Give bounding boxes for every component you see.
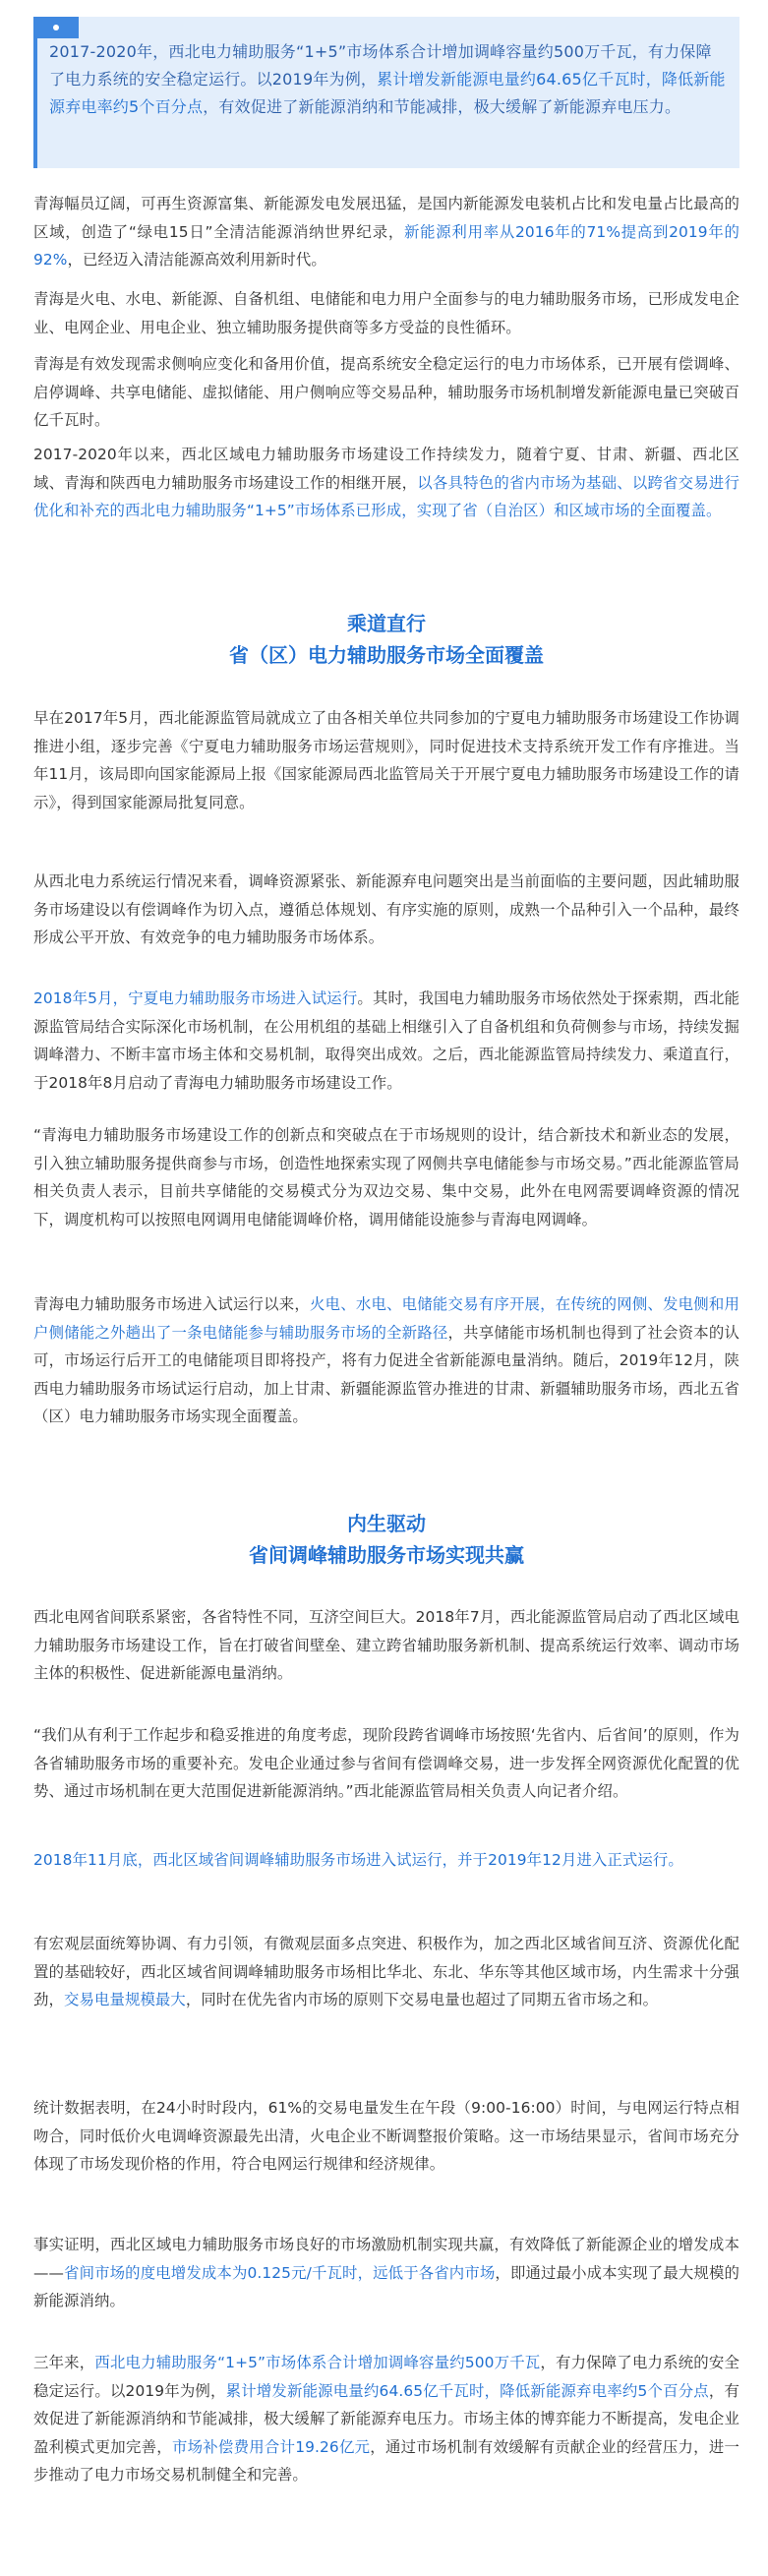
paragraph-text: 青海电力辅助服务市场进入试运行以来， xyxy=(33,1295,310,1313)
section-heading-line1: 内生驱动 xyxy=(347,1512,426,1535)
paragraph-three-years-summary xyxy=(33,2349,739,2489)
paragraph-northwest-1plus5 xyxy=(33,441,739,525)
paragraph-qinghai-renewables xyxy=(33,190,739,274)
paragraph-highlight: 2018年5月，宁夏电力辅助服务市场进入试运行 xyxy=(33,989,358,1007)
paragraph-interprovincial-quote: “我们从有利于工作起步和稳妥推进的角度考虑，现阶段跨省调峰市场按照‘先省内、后省间’的原则，作为各省辅助服务市场的重要补充。发电企业通过参与省间有偿调峰交易，进一步发挥全网资源优化配置的优势、通过市场机制在更大范围促进新能源消纳。”西北能源监管局相关负责人向记者介绍。 xyxy=(33,1726,739,1800)
paragraph-highlight: 火电、水电、电储能交易有序开展，在传统的网侧、发电侧和用户侧储能之外趟出了一条电储能参与辅助服务市场的全新路径 xyxy=(33,1295,739,1342)
paragraph-highlight: 交易电量规模最大 xyxy=(63,1991,186,2008)
paragraph-interprovincial-demand xyxy=(33,1930,739,2014)
paragraph-ningxia-trial xyxy=(33,985,739,1097)
paragraph-text: 三年来， xyxy=(33,2354,95,2371)
paragraph-text: 青海幅员辽阔，可再生资源富集、新能源发电发展迅猛，是国内新能源发电装机占比和发电量占比最高的区域，创造了“绿电15日”全清洁能源消纳世界纪录， xyxy=(33,195,739,241)
paragraph-text: ，有效促进了新能源消纳和节能减排，极大缓解了新能源弃电压力。市场主体的博弈能力不断提高，发电企业盈利模式更加完善， xyxy=(33,2381,739,2456)
paragraph-text: ，同时在优先省内市场的原则下交易电量也超过了同期五省市场之和。 xyxy=(185,1991,659,2008)
paragraph-qinghai-market-system: 青海是有效发现需求侧响应变化和备用价值，提高系统安全稳定运行的电力市场体系，已开展有偿调峰、启停调峰、共享电储能、虚拟储能、用户侧响应等交易品种，辅助服务市场机制增发新能源电量已突破百亿千瓦时。 xyxy=(33,355,739,429)
intro-text: 2017-2020年，西北电力辅助服务“1+5”市场体系合计增加调峰容量约500万千瓦，有力保障了电力系统的安全稳定运行。以2019年为例， xyxy=(49,42,712,89)
paragraph-qinghai-trial-results xyxy=(33,1290,739,1431)
intro-text: ，有效促进了新能源消纳和节能减排，极大缓解了新能源弃电压力。 xyxy=(203,97,681,116)
paragraph-highlight: 市场补偿费用合计19.26亿元 xyxy=(171,2437,371,2456)
intro-highlight: 累计增发新能源电量约64.65亿千瓦时，降低新能源弃电率约5个百分点 xyxy=(49,70,726,116)
section-heading-line2: 省（区）电力辅助服务市场全面覆盖 xyxy=(229,643,544,667)
paragraph-qinghai-market-participants: 青海是火电、水电、新能源、自备机组、电储能和电力用户全面参与的电力辅助服务市场，已形成发电企业、电网企业、用电企业、独立辅助服务提供商等多方受益的良性循环。 xyxy=(33,290,739,336)
paragraph-text: ，有力保障了电力系统的安全稳定运行。以2019年为例， xyxy=(33,2354,739,2400)
intro-tag-icon xyxy=(33,17,79,38)
paragraph-highlight: 以各具特色的省内市场为基础、以跨省交易进行优化和补充的西北电力辅助服务“1+5”市场体系已形成，实现了省（自治区）和区域市场的全面覆盖。 xyxy=(33,473,739,519)
paragraph-text: ，即通过最小成本实现了最大规模的新能源消纳。 xyxy=(33,2263,739,2309)
section-heading-2 xyxy=(33,1508,739,1571)
paragraph-interprovincial-start: 西北电网省间联系紧密，各省特性不同，互济空间巨大。2018年7月，西北能源监管局启动了西北区域电力辅助服务市场建设工作，旨在打破省间壁垒、建立跨省辅助服务新机制、提高系统运行效率、调动市场主体的积极性、促进新能源电量消纳。 xyxy=(33,1608,739,1682)
paragraph-qinghai-innovation-quote: “青海电力辅助服务市场建设工作的创新点和突破点在于市场规则的设计，结合新技术和新业态的发展，引入独立辅助服务提供商参与市场，创造性地探索实现了网侧共享电储能参与市场交易。”西北能源监管局相关负责人表示，目前共享储能的交易模式分为双边交易、集中交易，此外在电网需要调峰资源的情况下，调度机构可以按照电网调用电储能调峰价格，调用储能设施参与青海电网调峰。 xyxy=(33,1126,739,1228)
paragraph-text: 2017-2020年以来，西北区域电力辅助服务市场建设工作持续发力，随着宁夏、甘肃、新疆、西北区域、青海和陕西电力辅助服务市场建设工作的相继开展， xyxy=(33,446,739,492)
paragraph-text: 有宏观层面统筹协调、有力引领，有微观层面多点突进、积极作为，加之西北区域省间互济、资源优化配置的基础较好，西北区域省间调峰辅助服务市场相比华北、东北、华东等其他区域市场，内生需求十分强劲， xyxy=(33,1935,739,2008)
paragraph-win-win xyxy=(33,2231,739,2315)
section-heading-line1: 乘道直行 xyxy=(347,612,426,635)
intro-paragraph xyxy=(49,38,726,121)
paragraph-ningxia-start: 早在2017年5月，西北能源监管局就成立了由各相关单位共同参加的宁夏电力辅助服务市场建设工作协调推进小组，逐步完善《宁夏电力辅助服务市场运营规则》，同时促进技术支持系统开发工作有序推进。当年11月，该局即向国家能源局上报《国家能源局西北监管局关于开展宁夏电力辅助服务市场建设工作的请示》，得到国家能源局批复同意。 xyxy=(33,709,739,811)
paragraph-highlight: 西北电力辅助服务“1+5”市场体系合计增加调峰容量约500万千瓦 xyxy=(94,2354,541,2371)
intro-accent-bar xyxy=(33,17,37,168)
paragraph-interprovincial-trial: 2018年11月底，西北区域省间调峰辅助服务市场进入试运行，并于2019年12月进入正式运行。 xyxy=(33,1851,683,1869)
section-heading-line2: 省间调峰辅助服务市场实现共赢 xyxy=(249,1543,524,1567)
section-heading-1 xyxy=(33,608,739,671)
paragraph-highlight: 新能源利用率从2016年的71%提高到2019年的92% xyxy=(33,222,739,269)
paragraph-highlight: 累计增发新能源电量约64.65亿千瓦时，降低新能源弃电率约5个百分点 xyxy=(225,2381,709,2400)
paragraph-highlight: 省间市场的度电增发成本为0.125元/千瓦时，远低于各省内市场 xyxy=(63,2263,496,2282)
paragraph-text: ，已经迈入清洁能源高效利用新时代。 xyxy=(67,251,326,269)
intro-summary-box xyxy=(33,17,739,168)
paragraph-text: 。其时，我国电力辅助服务市场依然处于探索期，西北能源监管局结合实际深化市场机制，在公用机组的基础上相继引入了自备机组和负荷侧参与市场，持续发掘调峰潜力、不断丰富市场主体和交易机制，取得突出成效。之后，西北能源监管局持续发力、乘道直行，于2018年8月启动了青海电力辅助服务市场建设工作。 xyxy=(33,989,739,1092)
paragraph-northwest-grid-situation: 从西北电力系统运行情况来看，调峰资源紧张、新能源弃电问题突出是当前面临的主要问题，因此辅助服务市场建设以有偿调峰作为切入点，遵循总体规划、有序实施的原则，成熟一个品种引入一个品种，最终形成公平开放、有效竞争的电力辅助服务市场体系。 xyxy=(33,872,739,946)
paragraph-statistics: 统计数据表明，在24小时时段内，61%的交易电量发生在午段（9:00-16:00）时间，与电网运行特点相吻合，同时低价火电调峰资源最先出清，火电企业不断调整报价策略。这一市场结果显示，省间市场充分体现了市场发现价格的作用，符合电网运行规律和经济规律。 xyxy=(33,2099,739,2173)
paragraph-text: ，通过市场机制有效缓解有贡献企业的经营压力，进一步推动了电力市场交易机制健全和完善。 xyxy=(33,2437,739,2484)
paragraph-text: 事实证明，西北区域电力辅助服务市场良好的市场激励机制实现共赢，有效降低了新能源企业的增发成本—— xyxy=(33,2236,739,2282)
paragraph-text: ，共享储能市场机制也得到了社会资本的认可，市场运行后开工的电储能项目即将投产，将有力促进全省新能源电量消纳。随后，2019年12月，陕西电力辅助服务市场试运行启动，加上甘肃、新疆能源监管办推进的甘肃、新疆辅助服务市场，西北五省（区）电力辅助服务市场实现全面覆盖。 xyxy=(33,1323,740,1425)
